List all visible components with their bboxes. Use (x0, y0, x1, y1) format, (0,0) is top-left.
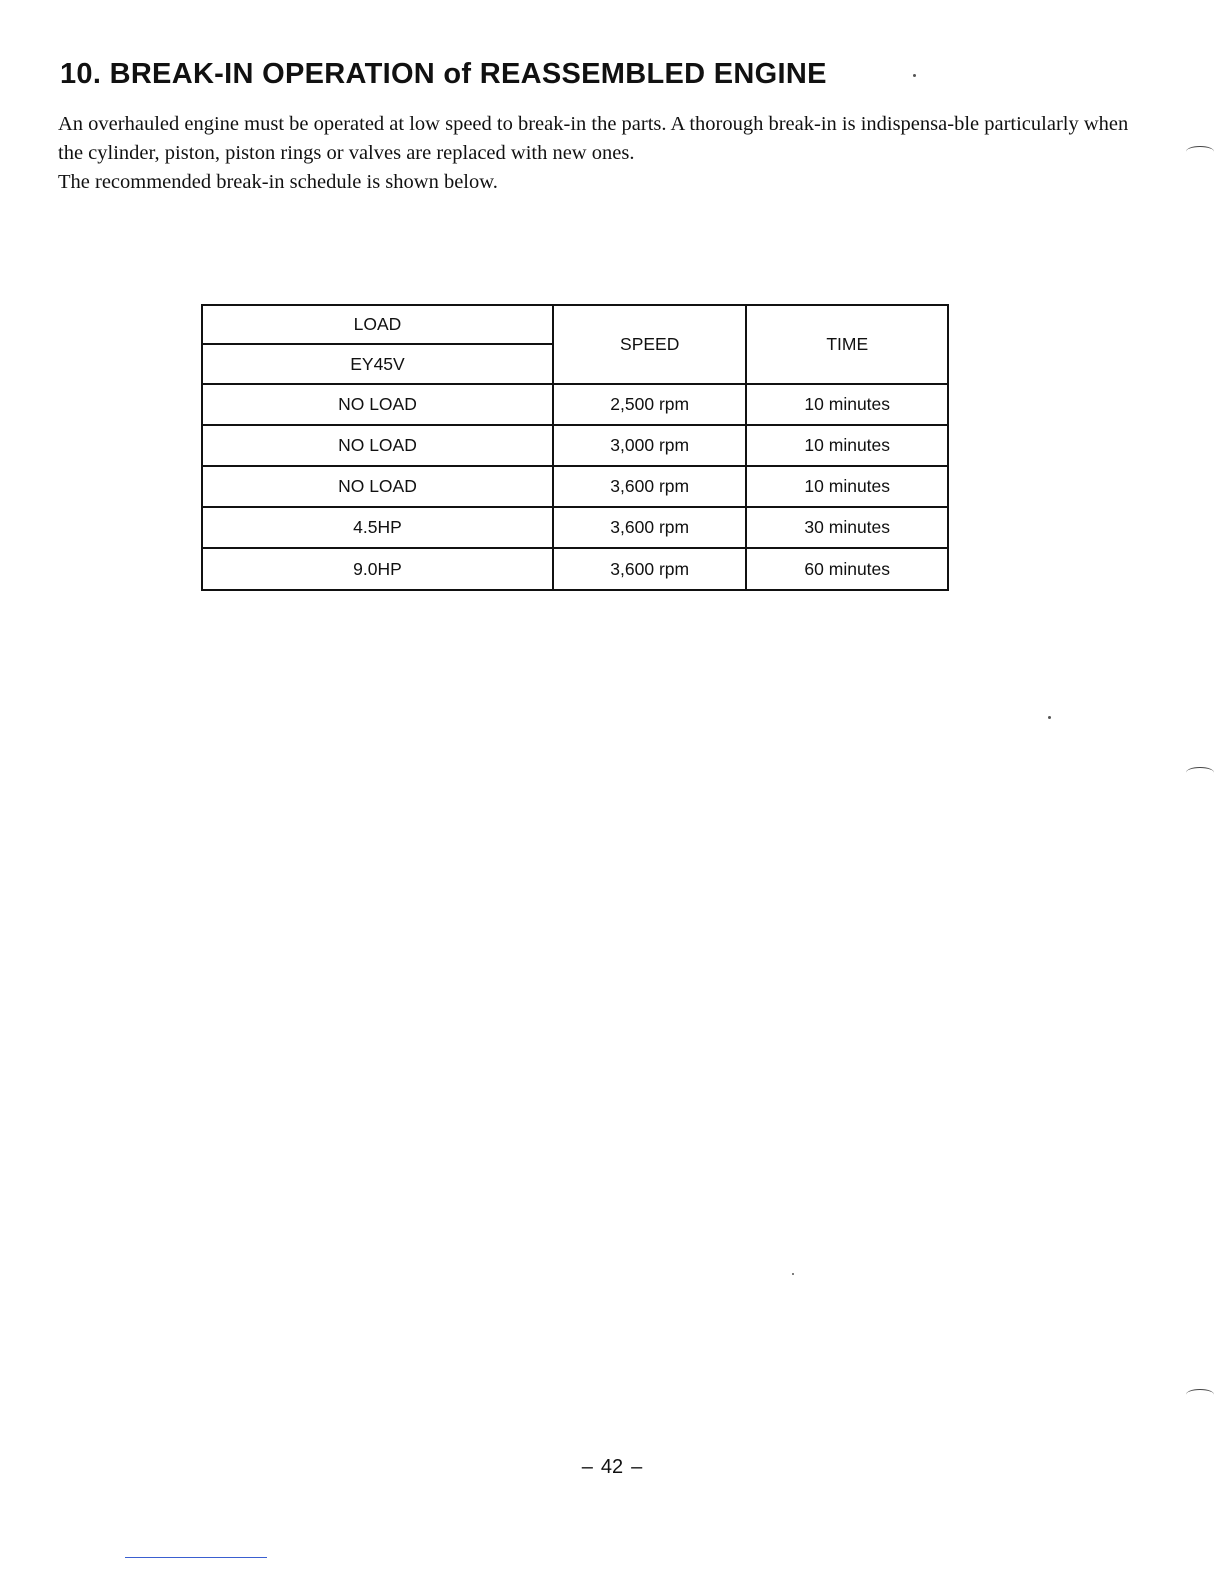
break-in-schedule-table (201, 304, 949, 591)
footer-rule (125, 1557, 267, 1558)
table-row (202, 466, 948, 507)
cell-load: NO LOAD (202, 384, 553, 425)
cell-load: NO LOAD (202, 425, 553, 466)
intro-paragraph: An overhauled engine must be operated at low speed to break-in the parts. A thorough break-in is indispensa-ble particularly when the cylinder, piston, piston rings or valves are replaced with new ones. (58, 113, 1129, 164)
table-header-row (202, 305, 948, 344)
cell-load: NO LOAD (202, 466, 553, 507)
cell-time: 30 minutes (746, 507, 948, 548)
scan-speck (913, 74, 916, 77)
binding-mark (1186, 146, 1214, 157)
intro-paragraph-schedule-note: The recommended break-in schedule is shown below. (58, 171, 498, 193)
cell-load: 9.0HP (202, 548, 553, 590)
cell-time: 60 minutes (746, 548, 948, 590)
cell-speed: 3,600 rpm (553, 507, 747, 548)
page-number-dash-right: – (631, 1456, 643, 1478)
table-row (202, 507, 948, 548)
header-load: LOAD (202, 305, 553, 344)
binding-mark (1186, 1389, 1214, 1400)
intro-text (58, 110, 1138, 197)
scan-speck (1048, 716, 1051, 719)
cell-time: 10 minutes (746, 425, 948, 466)
cell-speed: 2,500 rpm (553, 384, 747, 425)
page-number-dash-left: – (581, 1456, 593, 1478)
header-model: EY45V (202, 344, 553, 384)
table-row (202, 548, 948, 590)
cell-time: 10 minutes (746, 466, 948, 507)
cell-speed: 3,600 rpm (553, 466, 747, 507)
header-speed: SPEED (553, 305, 747, 384)
page-number (0, 1456, 1224, 1479)
table-row (202, 384, 948, 425)
cell-speed: 3,600 rpm (553, 548, 747, 590)
binding-mark (1186, 767, 1214, 778)
header-time: TIME (746, 305, 948, 384)
cell-speed: 3,000 rpm (553, 425, 747, 466)
scan-speck (792, 1273, 794, 1275)
cell-time: 10 minutes (746, 384, 948, 425)
section-title: 10. BREAK-IN OPERATION of REASSEMBLED ENGINE (60, 58, 827, 90)
table-row (202, 425, 948, 466)
page-number-value: 42 (600, 1456, 624, 1478)
cell-load: 4.5HP (202, 507, 553, 548)
